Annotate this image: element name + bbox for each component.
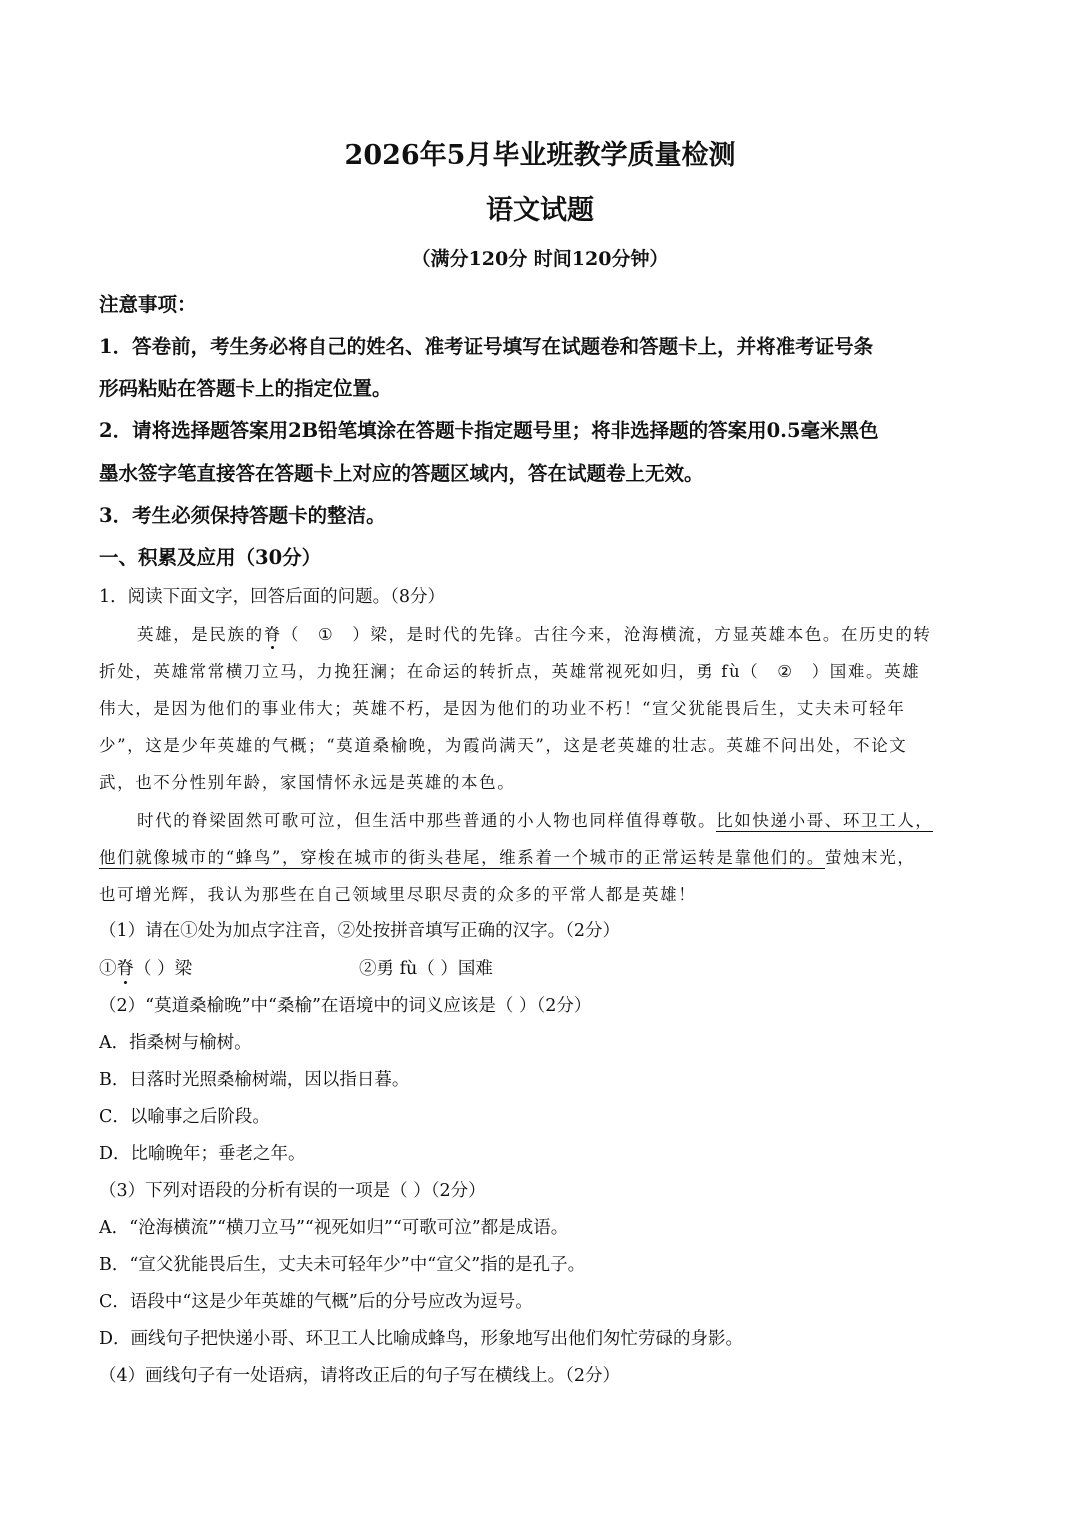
dotted-char: 脊 <box>263 625 282 644</box>
blank-number: ① <box>99 959 117 979</box>
dotted-char: 脊 <box>116 959 134 979</box>
passage-line <box>99 658 920 682</box>
notice-heading: 注意事项： <box>99 293 197 316</box>
passage-text: ）国难。英雄 <box>811 662 921 681</box>
passage-line: 少”，这是少年英雄的气概；“莫道桑榆晚，为霞尚满天”，这是老英雄的壮志。英雄不问出处，不论文 <box>99 736 908 755</box>
subject-title: 语文试题 <box>486 195 594 226</box>
subquestion-stem: （2）“莫道桑榆晚”中“桑榆”在语境中的词义应该是（ ）（2分） <box>99 996 592 1016</box>
section-heading: 一、积累及应用（30分） <box>99 546 322 569</box>
option: B．日落时光照桑榆树端，因以指日暮。 <box>99 1070 410 1090</box>
score-time: （满分120分 时间120分钟） <box>411 248 669 270</box>
subquestion-stem: （4）画线句子有一处语病，请将改正后的句子写在横线上。（2分） <box>99 1366 621 1386</box>
subquestion-stem: （1）请在①处为加点字注音，②处按拼音填写正确的汉字。（2分） <box>99 921 621 941</box>
blank-text: （ ）梁 <box>134 959 193 979</box>
option: D．画线句子把快递小哥、环卫工人比喻成蜂鸟，形象地写出他们匆忙劳碌的身影。 <box>99 1329 744 1349</box>
passage-line <box>137 621 932 645</box>
passage-text: 时代的脊梁固然可歌可泣，但生活中那些普通的小人物也同样值得尊敬。 <box>137 811 717 830</box>
option: D．比喻晚年；垂老之年。 <box>99 1144 306 1164</box>
underlined-sentence: 比如快递小哥、环卫工人， <box>716 811 934 830</box>
passage-text: 英雄，是民族的 <box>137 625 264 644</box>
notice-item: 1．答卷前，考生务必将自己的姓名、准考证号填写在试题卷和答题卡上，并将准考证号条 <box>99 335 874 358</box>
blank-marker: ② <box>777 662 794 681</box>
option: C．语段中“这是少年英雄的气概”后的分号应改为逗号。 <box>99 1292 533 1312</box>
notice-item: 3．考生必须保持答题卡的整洁。 <box>99 504 386 527</box>
passage-line: 武，也不分性别年龄，家国情怀永远是英雄的本色。 <box>99 773 516 792</box>
option: B．“宣父犹能畏后生，丈夫未可轻年少”中“宣父”指的是孔子。 <box>99 1255 586 1275</box>
passage-text: 折处，英雄常常横刀立马，力挽狂澜；在命运的转折点，英雄常视死如归，勇 fù（ <box>99 662 760 681</box>
passage-line: 也可增光辉，我认为那些在自己领域里尽职尽责的众多的平常人都是英雄！ <box>99 885 697 904</box>
passage-line <box>99 844 915 868</box>
notice-item: 2．请将选择题答案用2B铅笔填涂在答题卡指定题号里；将非选择题的答案用0.5毫米黑色 <box>99 419 879 442</box>
passage-line: 伟大，是因为他们的事业伟大；英雄不朽，是因为他们的功业不朽！“宣父犹能畏后生，丈夫未可轻年 <box>99 699 906 718</box>
passage-text: 萤烛末光， <box>824 848 916 867</box>
notice-item: 墨水签字笔直接答在答题卡上对应的答题区域内，答在试题卷上无效。 <box>99 462 704 485</box>
option: A．“沧海横流”“横刀立马”“视死如归”“可歌可泣”都是成语。 <box>99 1218 569 1238</box>
subquestion-stem: （3）下列对语段的分析有误的一项是（ ）（2分） <box>99 1181 486 1201</box>
passage-text: ）梁，是时代的先锋。古往今来，沧海横流，方显英雄本色。在历史的转 <box>352 625 932 644</box>
question-intro: 1．阅读下面文字，回答后面的问题。（8分） <box>99 587 446 607</box>
passage-line <box>137 807 933 831</box>
option: C．以喻事之后阶段。 <box>99 1107 270 1127</box>
answer-blank <box>99 955 192 980</box>
underlined-sentence: 他们就像城市的“蜂鸟”，穿梭在城市的街头巷尾，维系着一个城市的正常运转是靠他们的。 <box>99 848 825 867</box>
notice-item: 形码粘贴在答题卡上的指定位置。 <box>99 377 392 400</box>
exam-title: 2026年5月毕业班教学质量检测 <box>344 140 736 171</box>
answer-blank: ②勇 fù（ ）国难 <box>359 959 493 979</box>
passage-text: （ <box>281 625 300 644</box>
option: A．指桑树与榆树。 <box>99 1033 252 1053</box>
blank-marker: ① <box>317 625 335 644</box>
